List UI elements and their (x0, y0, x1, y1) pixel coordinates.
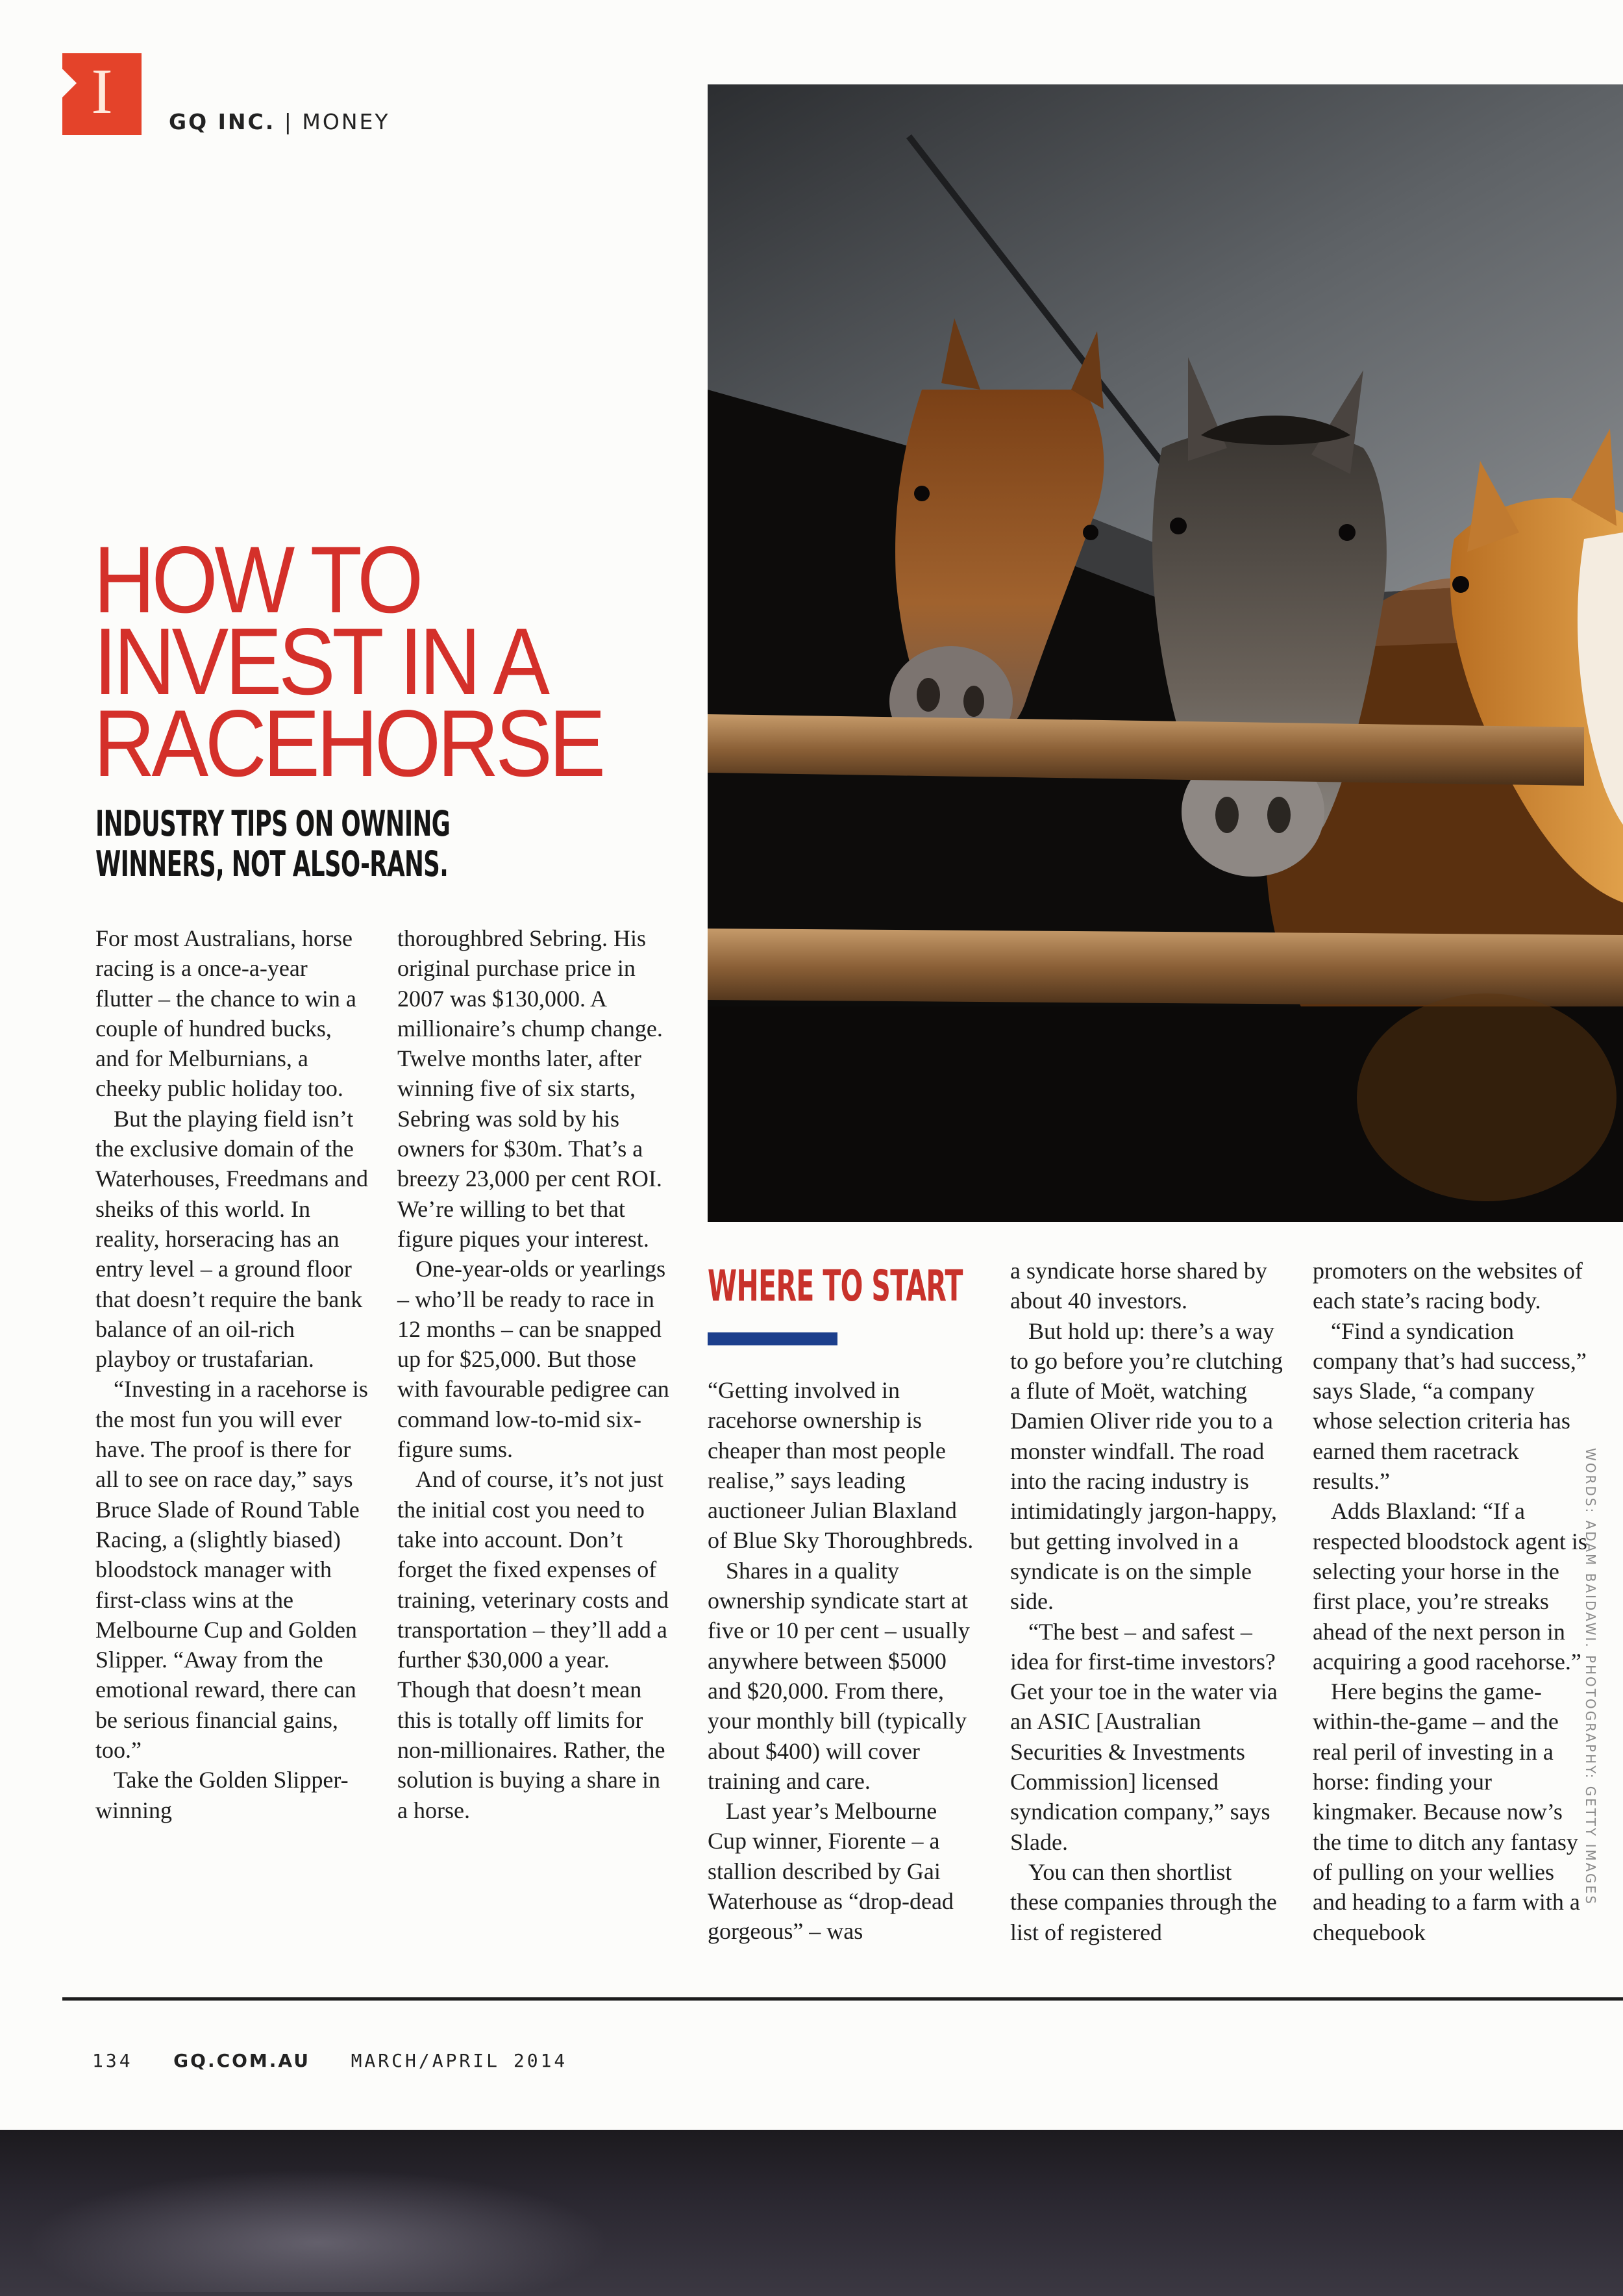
logo-letter: I (91, 55, 113, 127)
horses-illustration (708, 84, 1623, 1222)
headline-line: INVEST IN A (93, 608, 547, 714)
body-column-4 (1010, 1256, 1283, 1947)
body-column-2 (397, 923, 670, 1825)
paragraph: a syndicate horse shared by about 40 investors. (1010, 1258, 1267, 1314)
paragraph: And of course, it’s not just the initial cost you need to take into account. Don’t forget the fixed expenses of training, veterinary costs and transportation – they’ll add a further $30,000 a year. Though that doesn’t mean this is totally off limits for non-millionaires. Rather, the solution is buying a share in a horse. (397, 1466, 669, 1823)
paragraph: But the playing field isn’t the exclusive domain of the Waterhouses, Freedmans and sheiks of this world. In reality, horseracing has an entry level – a ground floor that doesn’t require the bank balance of an oil-rich playboy or trustafarian. (95, 1105, 368, 1373)
subheading: WHERE TO START (708, 1261, 963, 1311)
headline-line: HOW TO (93, 527, 420, 632)
section-brand: GQ INC. (169, 109, 276, 134)
section-logo (62, 53, 142, 135)
section-label (169, 109, 390, 134)
page-number: 134 (92, 2050, 133, 2071)
photo-credit: WORDS: ADAM BAIDAWI. PHOTOGRAPHY: GETTY IMAGES (1583, 1448, 1598, 1906)
paragraph: Last year’s Melbourne Cup winner, Fiorente – a stallion described by Gai Waterhouse as “drop-dead gorgeous” – was (708, 1798, 954, 1945)
issue-date: MARCH/APRIL 2014 (351, 2050, 568, 2071)
folio (92, 2050, 567, 2071)
paragraph: “Find a syndication company that’s had success,” says Slade, “a company whose selection criteria has earned them racetrack results.” (1313, 1317, 1587, 1495)
paragraph: “Investing in a racehorse is the most fun you will ever have. The proof is there for all to see on race day,” says Bruce Slade of Round Table Racing, a (slightly biased) bloodstock manager with first-class wins at the Melbourne Cup and Golden Slipper. “Away from the emotional reward, there can be serious financial gains, too.” (95, 1376, 368, 1764)
body-column-5 (1313, 1256, 1592, 1947)
paragraph: You can then shortlist these companies through the list of registered (1010, 1858, 1277, 1945)
body-column-3 (708, 1375, 977, 1947)
headline (93, 527, 602, 796)
paragraph: promoters on the websites of each state’s racing body. (1313, 1258, 1583, 1314)
paragraph: Here begins the game-within-the-game – and the real peril of investing in a horse: finding your kingmaker. Because now’s the time to ditch any fantasy of pulling on your wellies and heading to a farm with a chequebook (1313, 1678, 1580, 1945)
paragraph: One-year-olds or yearlings – who’ll be ready to race in 12 months – can be snapped up for $25,000. But those with favourable pedigree can command low-to-mid six-figure sums. (397, 1256, 669, 1463)
paragraph: Take the Golden Slipper-winning (95, 1767, 349, 1823)
subheading-rule (708, 1332, 837, 1345)
paragraph: Shares in a quality ownership syndicate start at five or 10 per cent – usually anywhere between $5000 and $20,000. From there, your monthly bill (typically about $400) will cover training and care. (708, 1557, 970, 1794)
body-column-1 (95, 923, 368, 1825)
three-horses-photo (708, 84, 1623, 1222)
standfirst-line: WINNERS, NOT ALSO-RANS. (95, 843, 449, 884)
scan-background (0, 2130, 1623, 2296)
section-name: MONEY (302, 109, 390, 134)
standfirst (95, 804, 450, 884)
paragraph: “Getting involved in racehorse ownership is cheaper than most people realise,” says leading auctioneer Julian Blaxland of Blue Sky Thoroughbreds. (708, 1377, 974, 1554)
footer-rule (62, 1997, 1623, 2001)
section-separator: | (275, 109, 303, 134)
headline-line: RACEHORSE (93, 690, 602, 796)
paragraph: For most Australians, horse racing is a once-a-year flutter – the chance to win a couple of hundred bucks, and for Melburnians, a cheeky public holiday too. (95, 925, 356, 1102)
scan-glare (26, 2169, 610, 2292)
site-name: GQ.COM.AU (173, 2050, 310, 2071)
paragraph: Adds Blaxland: “If a respected bloodstock agent is selecting your horse in the first place, you’re streaks ahead of the next person in acquiring a good racehorse.” (1313, 1498, 1587, 1675)
paragraph: thoroughbred Sebring. His original purchase price in 2007 was $130,000. A millionaire’s chump change. Twelve months later, after winning five of six starts, Sebring was sold by his owners for $30m. That’s a breezy 23,000 per cent ROI. We’re willing to bet that figure piques your interest. (397, 925, 663, 1252)
paragraph: But hold up: there’s a way to go before you’re clutching a flute of Moët, watching Damien Oliver ride you to a monster windfall. The road into the racing industry is intimidatingly jargon-happy, but getting involved in a syndicate is on the simple side. (1010, 1317, 1283, 1615)
standfirst-line: INDUSTRY TIPS ON OWNING (95, 803, 451, 844)
paragraph: “The best – and safest – idea for first-time investors? Get your toe in the water via an ASIC [Australian Securities & Investments Commission] licensed syndication company,” says Slade. (1010, 1618, 1278, 1855)
